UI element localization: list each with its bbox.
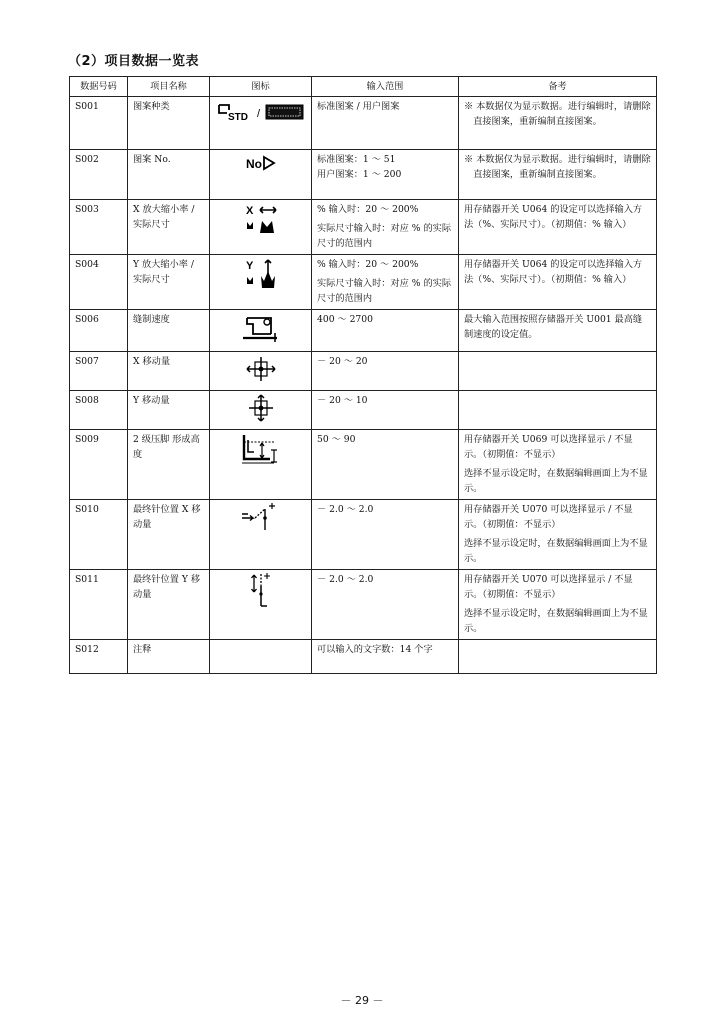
input-range: 标准图案 / 用户图案: [312, 97, 459, 150]
y-scale-icon: [242, 257, 280, 291]
column-header-name: 项目名称: [128, 77, 210, 97]
table-row: [70, 97, 657, 150]
item-name: 图案 No.: [128, 150, 210, 200]
x-move-icon: [244, 354, 278, 384]
data-code: S002: [70, 150, 128, 200]
table-row: [70, 310, 657, 352]
table-row: [70, 200, 657, 255]
data-code: S003: [70, 200, 128, 255]
item-name: 2 级压脚 形成高度: [128, 430, 210, 500]
y-label: Y: [245, 260, 253, 272]
icon-cell: [210, 97, 312, 150]
table-row: [70, 391, 657, 430]
data-code: S007: [70, 352, 128, 391]
table-row: [70, 570, 657, 640]
item-name: 缝制速度: [128, 310, 210, 352]
icon-cell: [210, 640, 312, 674]
remark: 用存储器开关 U064 的设定可以选择输入方法（%、实际尺寸）。（初期值：% 输入）: [459, 255, 657, 310]
remark: 用存储器开关 U070 可以选择显示 / 不显示。（初期值：不显示） 选择不显示设定时，在数据编辑画面上为不显示。: [459, 500, 657, 570]
data-code: S006: [70, 310, 128, 352]
presser-height-icon: [240, 432, 282, 466]
input-range: － 20 ～ 20: [312, 352, 459, 391]
remark: 最大输入范围按照存储器开关 U001 最高缝制速度的设定值。: [459, 310, 657, 352]
x-label: X: [245, 205, 253, 217]
x-scale-icon: [242, 202, 280, 236]
std-label: STD: [227, 112, 248, 123]
icon-cell: [210, 352, 312, 391]
input-range: － 2.0 ～ 2.0: [312, 570, 459, 640]
data-code: S010: [70, 500, 128, 570]
table-row: [70, 255, 657, 310]
slash-label: /: [256, 108, 260, 120]
input-range: － 2.0 ～ 2.0: [312, 500, 459, 570]
table-row: [70, 500, 657, 570]
y-move-icon: [244, 393, 278, 423]
remark: ※ 本数据仅为显示数据。进行编辑时，请删除直接图案，重新编制直接图案。: [459, 150, 657, 200]
remark: 用存储器开关 U064 的设定可以选择输入方法（%、实际尺寸）。（初期值：% 输入）: [459, 200, 657, 255]
item-name: 图案种类: [128, 97, 210, 150]
column-header-remark: 备考: [459, 77, 657, 97]
pattern-number-icon: [245, 152, 277, 174]
item-name: 最终针位置 Y 移动量: [128, 570, 210, 640]
icon-cell: [210, 391, 312, 430]
column-header-code: 数据号码: [70, 77, 128, 97]
data-code: S011: [70, 570, 128, 640]
data-code: S009: [70, 430, 128, 500]
item-name: Y 移动量: [128, 391, 210, 430]
pattern-type-icon: [217, 99, 305, 125]
input-range: 标准图案：1 ～ 51 用户图案：1 ～ 200: [312, 150, 459, 200]
input-range: 可以输入的文字数：14 个字: [312, 640, 459, 674]
remark: 用存储器开关 U070 可以选择显示 / 不显示。（初期值：不显示） 选择不显示设定时，在数据编辑画面上为不显示。: [459, 570, 657, 640]
table-row: [70, 640, 657, 674]
item-name: 最终针位置 X 移动量: [128, 500, 210, 570]
icon-cell: [210, 430, 312, 500]
data-code: S012: [70, 640, 128, 674]
input-range: % 输入时：20 ～ 200% 实际尺寸输入时：对应 % 的实际尺寸的范围内: [312, 200, 459, 255]
item-name: Y 放大缩小率 / 实际尺寸: [128, 255, 210, 310]
item-name: 注释: [128, 640, 210, 674]
icon-cell: [210, 570, 312, 640]
icon-cell: [210, 150, 312, 200]
remark: [459, 640, 657, 674]
section-heading: （2）项目数据一览表: [68, 54, 200, 69]
sewing-speed-icon: [241, 312, 281, 344]
remark: [459, 391, 657, 430]
header-row: [70, 77, 657, 97]
item-data-table: [69, 76, 657, 674]
needle-x-move-icon: [239, 502, 283, 534]
input-range: － 20 ～ 10: [312, 391, 459, 430]
page-number: － 29 －: [340, 994, 384, 1007]
table-row: [70, 430, 657, 500]
input-range: 50 ～ 90: [312, 430, 459, 500]
icon-cell: [210, 200, 312, 255]
column-header-icon: 图标: [210, 77, 312, 97]
needle-y-move-icon: [246, 572, 276, 610]
no-label: No: [245, 157, 262, 171]
icon-cell: [210, 500, 312, 570]
icon-cell: [210, 310, 312, 352]
remark: [459, 352, 657, 391]
item-name: X 移动量: [128, 352, 210, 391]
remark: 用存储器开关 U069 可以选择显示 / 不显示。（初期值：不显示） 选择不显示设定时，在数据编辑画面上为不显示。: [459, 430, 657, 500]
table-row: [70, 150, 657, 200]
icon-cell: [210, 255, 312, 310]
table-row: [70, 352, 657, 391]
remark: ※ 本数据仅为显示数据。进行编辑时，请删除直接图案，重新编制直接图案。: [459, 97, 657, 150]
data-code: S008: [70, 391, 128, 430]
data-code: S001: [70, 97, 128, 150]
data-code: S004: [70, 255, 128, 310]
input-range: 400 ～ 2700: [312, 310, 459, 352]
column-header-range: 输入范围: [312, 77, 459, 97]
item-name: X 放大缩小率 / 实际尺寸: [128, 200, 210, 255]
input-range: % 输入时：20 ～ 200% 实际尺寸输入时：对应 % 的实际尺寸的范围内: [312, 255, 459, 310]
